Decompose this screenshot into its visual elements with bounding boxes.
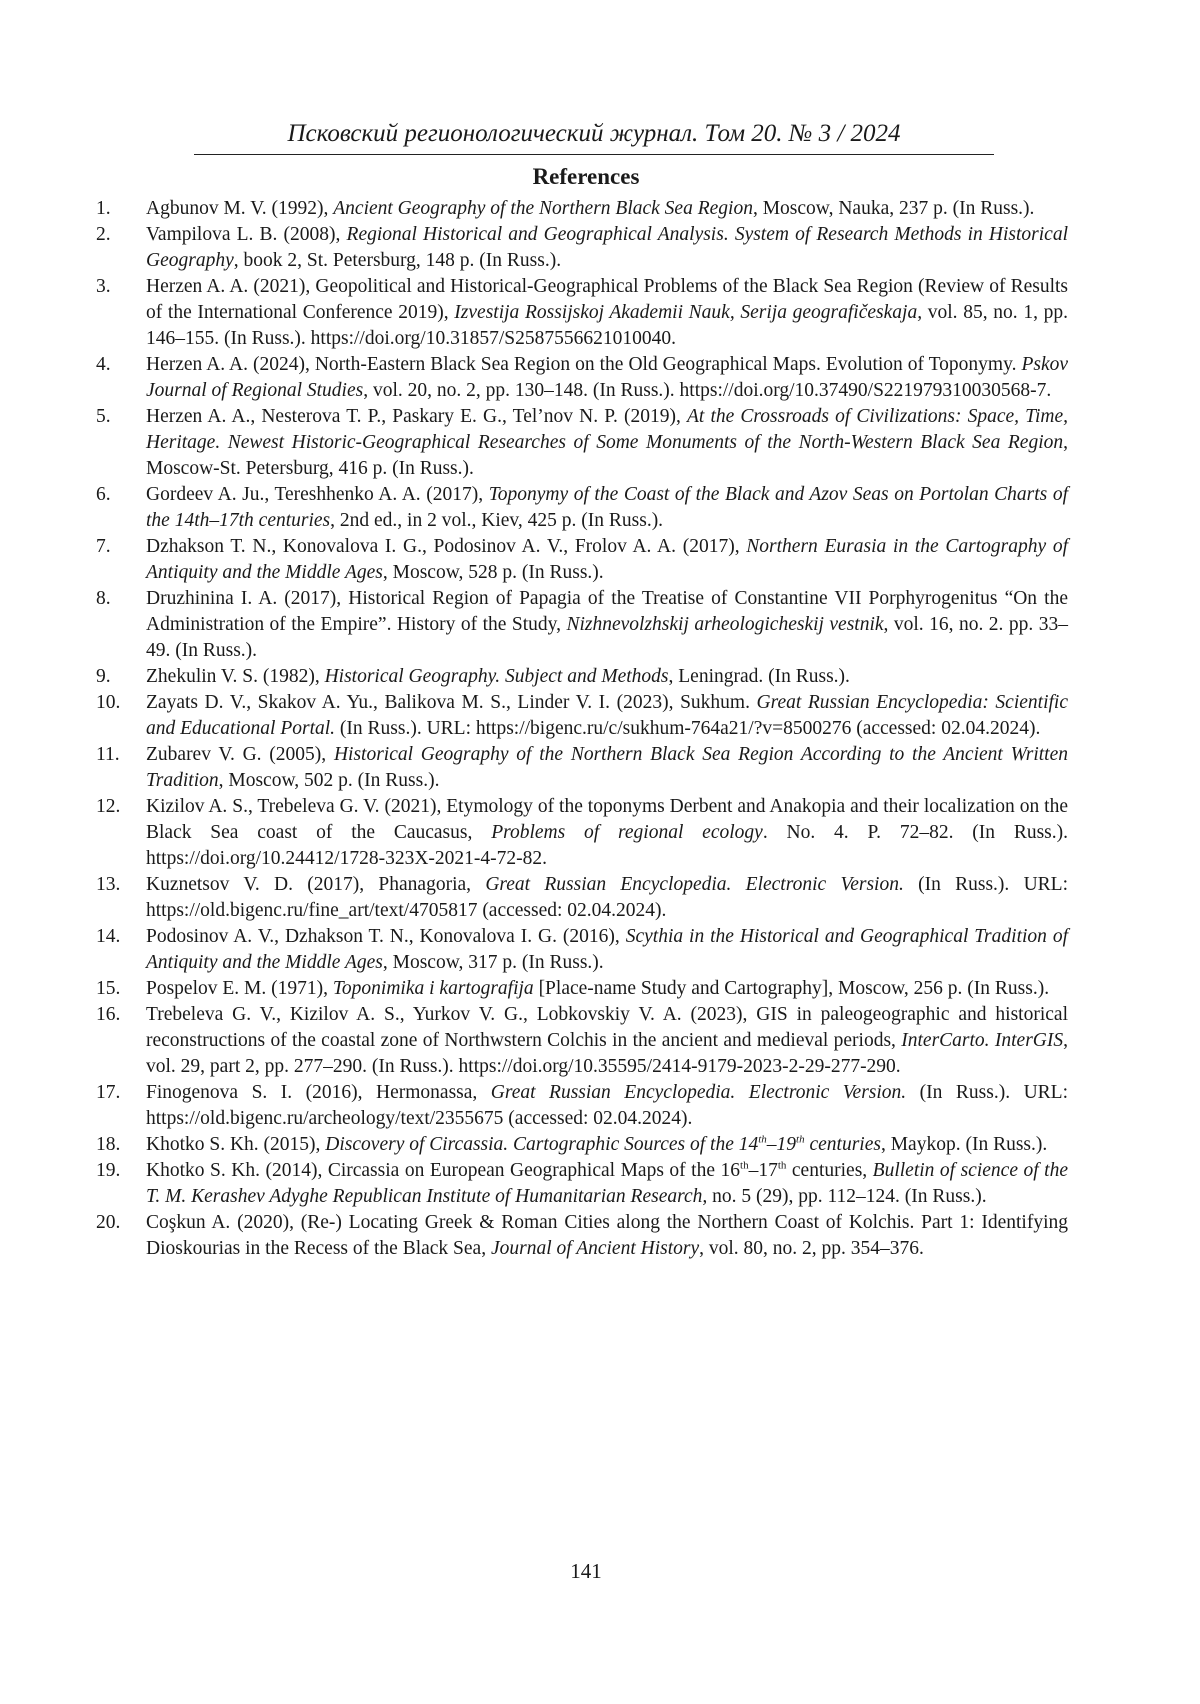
reference-text: Druzhinina I. A. (2017), Historical Region of Papagia of the Treatise of Constantine VII Porphyrogenitus “On the Administration of the Empire”. History of the Study, Nizhnevolzhskij arheologicheskij vestnik, vol. 16, no. 2. pp. 33–49. (In Russ.). (146, 586, 1068, 664)
reference-item (96, 924, 1068, 976)
reference-item (96, 196, 1068, 222)
reference-number: 13. (96, 872, 146, 924)
reference-text: Herzen A. A., Nesterova T. P., Paskary E. G., Tel’nov N. P. (2019), At the Crossroads of Civilizations: Space, Time, Heritage. Newest Historic-Geographical Researches of Some Monuments of the North-Western Black Sea Region, Moscow-St. Petersburg, 416 p. (In Russ.). (146, 404, 1068, 482)
reference-item (96, 222, 1068, 274)
reference-item (96, 742, 1068, 794)
reference-number: 4. (96, 352, 146, 404)
reference-text: Podosinov A. V., Dzhakson T. N., Konovalova I. G. (2016), Scythia in the Historical and Geographical Tradition of Antiquity and the Middle Ages, Moscow, 317 p. (In Russ.). (146, 924, 1068, 976)
reference-number: 12. (96, 794, 146, 872)
reference-number: 15. (96, 976, 146, 1002)
reference-text: Trebeleva G. V., Kizilov A. S., Yurkov V. G., Lobkovskiy V. A. (2023), GIS in paleogeographic and historical reconstructions of the coastal zone of Northwstern Colchis in the ancient and medieval periods, InterCarto. InterGIS, vol. 29, part 2, pp. 277–290. (In Russ.). https://doi.org/10.35595/2414-9179-2023-2-29-277-290. (146, 1002, 1068, 1080)
reference-item (96, 976, 1068, 1002)
reference-item (96, 352, 1068, 404)
reference-number: 16. (96, 1002, 146, 1080)
reference-text: Zhekulin V. S. (1982), Historical Geography. Subject and Methods, Leningrad. (In Russ.). (146, 664, 1068, 690)
reference-number: 5. (96, 404, 146, 482)
references-list (96, 196, 1068, 1262)
reference-number: 19. (96, 1158, 146, 1210)
reference-number: 1. (96, 196, 146, 222)
reference-item (96, 1080, 1068, 1132)
reference-text: Herzen A. A. (2024), North-Eastern Black Sea Region on the Old Geographical Maps. Evolution of Toponymy. Pskov Journal of Regional Studies, vol. 20, no. 2, pp. 130–148. (In Russ.). https://doi.org/10.37490/S221979310030568-7. (146, 352, 1068, 404)
reference-item (96, 664, 1068, 690)
reference-text: Herzen A. A. (2021), Geopolitical and Historical-Geographical Problems of the Black Sea Region (Review of Results of the International Conference 2019), Izvestija Rossijskoj Akademii Nauk, Serija geografičeskaja, vol. 85, no. 1, pp. 146–155. (In Russ.). https://doi.org/10.31857/S2587556621010040. (146, 274, 1068, 352)
reference-number: 20. (96, 1210, 146, 1262)
reference-text: Pospelov E. M. (1971), Toponimika i kartografija [Place-name Study and Cartography], Moscow, 256 p. (In Russ.). (146, 976, 1068, 1002)
reference-text: Kizilov A. S., Trebeleva G. V. (2021), Etymology of the toponyms Derbent and Anakopia and their localization on the Black Sea coast of the Caucasus, Problems of regional ecology. No. 4. P. 72–82. (In Russ.). https://doi.org/10.24412/1728-323X-2021-4-72-82. (146, 794, 1068, 872)
reference-item (96, 586, 1068, 664)
reference-number: 2. (96, 222, 146, 274)
reference-text: Zayats D. V., Skakov A. Yu., Balikova M. S., Linder V. I. (2023), Sukhum. Great Russian Encyclopedia: Scientific and Educational Portal. (In Russ.). URL: https://bigenc.ru/c/sukhum-764a21/?v=8500276 (accessed: 02.04.2024). (146, 690, 1068, 742)
reference-text: Gordeev A. Ju., Tereshhenko A. A. (2017), Toponymy of the Coast of the Black and Azov Seas on Portolan Charts of the 14th–17th centuries, 2nd ed., in 2 vol., Kiev, 425 p. (In Russ.). (146, 482, 1068, 534)
reference-item (96, 794, 1068, 872)
reference-number: 3. (96, 274, 146, 352)
reference-text: Vampilova L. B. (2008), Regional Historical and Geographical Analysis. System of Research Methods in Historical Geography, book 2, St. Petersburg, 148 p. (In Russ.). (146, 222, 1068, 274)
reference-item (96, 274, 1068, 352)
reference-number: 10. (96, 690, 146, 742)
reference-item (96, 482, 1068, 534)
page-number: 141 (0, 1557, 1172, 1585)
reference-number: 7. (96, 534, 146, 586)
reference-number: 18. (96, 1132, 146, 1158)
journal-header: Псковский регионологический журнал. Том 20. № 3 / 2024 (194, 118, 994, 155)
reference-number: 6. (96, 482, 146, 534)
reference-item (96, 534, 1068, 586)
reference-item (96, 872, 1068, 924)
reference-item (96, 1132, 1068, 1158)
reference-number: 11. (96, 742, 146, 794)
reference-item (96, 1210, 1068, 1262)
reference-item (96, 690, 1068, 742)
reference-number: 14. (96, 924, 146, 976)
reference-text: Khotko S. Kh. (2014), Circassia on European Geographical Maps of the 16th–17th centuries, Bulletin of science of the T. M. Kerashev Adyghe Republican Institute of Humanitarian Research, no. 5 (29), pp. 112–124. (In Russ.). (146, 1158, 1068, 1210)
reference-text: Finogenova S. I. (2016), Hermonassa, Great Russian Encyclopedia. Electronic Version. (In Russ.). URL: https://old.bigenc.ru/archeology/text/2355675 (accessed: 02.04.2024). (146, 1080, 1068, 1132)
reference-text: Coşkun A. (2020), (Re-) Locating Greek & Roman Cities along the Northern Coast of Kolchis. Part 1: Identifying Dioskourias in the Recess of the Black Sea, Journal of Ancient History, vol. 80, no. 2, pp. 354–376. (146, 1210, 1068, 1262)
reference-item (96, 1002, 1068, 1080)
reference-text: Dzhakson T. N., Konovalova I. G., Podosinov A. V., Frolov A. A. (2017), Northern Eurasia in the Cartography of Antiquity and the Middle Ages, Moscow, 528 p. (In Russ.). (146, 534, 1068, 586)
reference-text: Agbunov M. V. (1992), Ancient Geography of the Northern Black Sea Region, Moscow, Nauka, 237 p. (In Russ.). (146, 196, 1068, 222)
reference-item (96, 1158, 1068, 1210)
reference-text: Zubarev V. G. (2005), Historical Geography of the Northern Black Sea Region According to the Ancient Written Tradition, Moscow, 502 p. (In Russ.). (146, 742, 1068, 794)
section-title: References (0, 162, 1172, 192)
reference-number: 17. (96, 1080, 146, 1132)
reference-number: 9. (96, 664, 146, 690)
reference-number: 8. (96, 586, 146, 664)
reference-item (96, 404, 1068, 482)
reference-text: Khotko S. Kh. (2015), Discovery of Circassia. Cartographic Sources of the 14th–19th centuries, Maykop. (In Russ.). (146, 1132, 1068, 1158)
reference-text: Kuznetsov V. D. (2017), Phanagoria, Great Russian Encyclopedia. Electronic Version. (In Russ.). URL: https://old.bigenc.ru/fine_art/text/4705817 (accessed: 02.04.2024). (146, 872, 1068, 924)
